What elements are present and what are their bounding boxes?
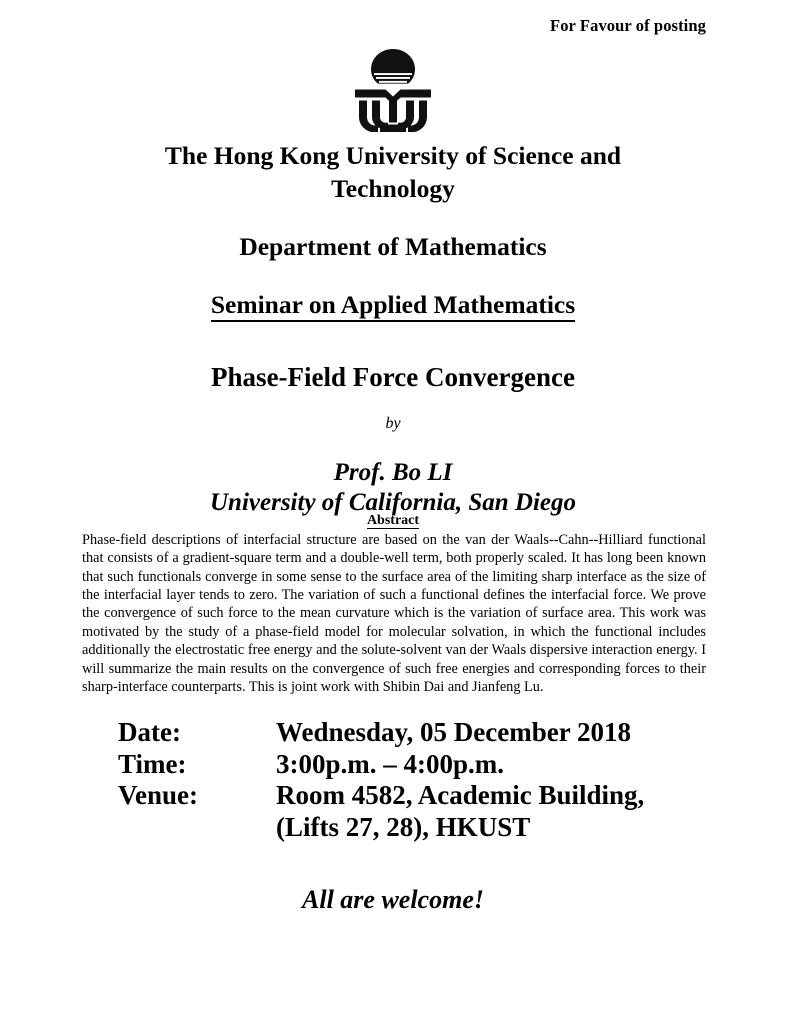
time-value: 3:00p.m. – 4:00p.m. bbox=[276, 748, 504, 779]
date-label: Date: bbox=[118, 717, 181, 747]
hkust-logo-icon bbox=[347, 48, 439, 132]
header-block bbox=[0, 140, 786, 517]
by-label: by bbox=[385, 415, 401, 433]
venue-label: Venue: bbox=[118, 780, 199, 811]
speaker-name: Prof. Bo LI bbox=[333, 459, 453, 487]
event-details bbox=[118, 717, 738, 843]
posting-notice: For Favour of posting bbox=[550, 16, 706, 35]
detail-row-date bbox=[118, 717, 738, 749]
venue-value-line1: Room 4582, Academic Building, bbox=[276, 780, 645, 811]
university-name-line2: Technology bbox=[331, 173, 455, 203]
seminar-series-title bbox=[0, 290, 786, 320]
department-name: Department of Mathematics bbox=[239, 232, 547, 262]
seminar-series-title-text: Seminar on Applied Mathematics bbox=[211, 290, 575, 322]
detail-row-venue bbox=[118, 780, 738, 812]
university-name bbox=[128, 140, 658, 205]
abstract-heading bbox=[0, 513, 786, 529]
abstract-heading-text: Abstract bbox=[366, 513, 420, 528]
venue-value-line2: (Lifts 27, 28), HKUST bbox=[276, 811, 531, 842]
welcome-note: All are welcome! bbox=[302, 885, 484, 914]
logo-container bbox=[0, 48, 786, 137]
speaker-affiliation: University of California, San Diego bbox=[210, 489, 576, 517]
date-value: Wednesday, 05 December 2018 bbox=[276, 717, 631, 747]
detail-row-time bbox=[118, 749, 738, 781]
talk-title: Phase-Field Force Convergence bbox=[211, 362, 575, 393]
abstract-text: Phase-field descriptions of interfacial structure are based on the van der Waals--Cahn--Hilliard functional that consists of a gradient-square term and a double-well term, both properly scaled. It has long been known that such functionals converge in some sense to the surface area of the limiting sharp interface as the size of the interfacial layer tends to zero. The variation of such a functional defines the interfacial force. We prove the convergence of such force to the mean curvature which is the variation of surface area. This work was motivated by the study of a phase-field model for molecular solvation, in which the functional includes additionally the electrostatic free energy and the solute-solvent van der Waals dispersive interaction energy. I will summarize the main results on the convergence of such free energies and corresponding forces to their sharp-interface counterparts. This is joint work with Shibin Dai and Jianfeng Lu. bbox=[82, 532, 706, 695]
time-label: Time: bbox=[118, 748, 187, 779]
university-name-line1: The Hong Kong University of Science and bbox=[164, 141, 622, 170]
